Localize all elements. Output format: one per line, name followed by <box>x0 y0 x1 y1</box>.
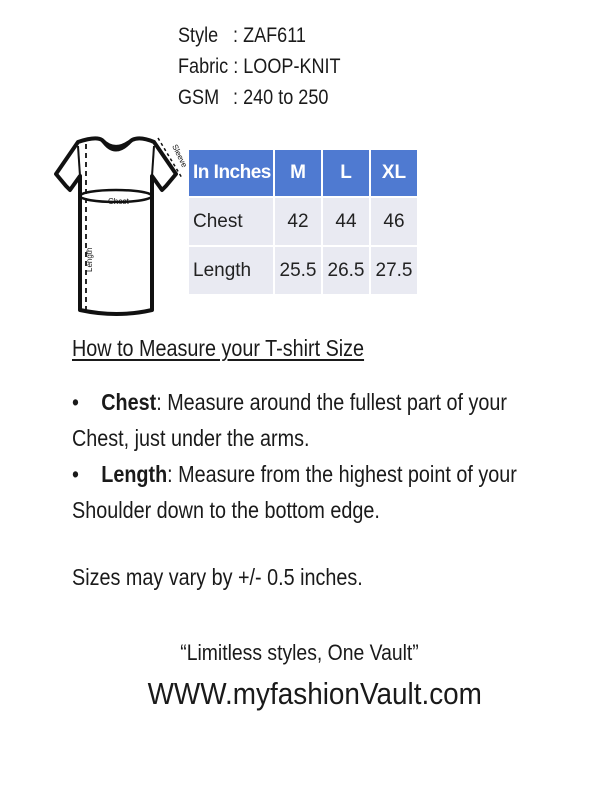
instruction-length-continued: Shoulder down to the bottom edge. <box>72 497 380 523</box>
tshirt-outline <box>56 138 176 314</box>
spec-fabric-value: LOOP-KNIT <box>243 55 341 78</box>
table-cell: Chest <box>189 198 273 245</box>
instruction-chest-continued: Chest, just under the arms. <box>72 425 310 451</box>
chest-label: Chest <box>108 197 129 206</box>
bullet-icon: • <box>72 461 79 487</box>
brand-slogan <box>0 640 600 666</box>
bullet-icon: • <box>72 389 79 415</box>
size-table-header-m: M <box>275 150 321 196</box>
spec-style-label: Style <box>178 24 219 47</box>
table-cell: Length <box>189 247 273 294</box>
spec-separator: : <box>228 55 244 78</box>
tshirt-measurement-diagram <box>40 124 190 334</box>
table-cell: 25.5 <box>275 247 321 294</box>
instruction-length <box>72 456 554 492</box>
table-cell: 42 <box>275 198 321 245</box>
spec-gsm-label: GSM <box>178 86 220 109</box>
spec-separator: : <box>233 86 244 109</box>
size-chart-table <box>187 148 419 296</box>
spec-gsm-value: 240 to 250 <box>243 86 329 109</box>
instruction-chest <box>72 384 554 420</box>
product-specs <box>178 20 341 113</box>
spec-separator: : <box>233 24 244 47</box>
instruction-length-term: Length <box>101 461 168 487</box>
instruction-chest-text: : Measure around the fullest part of your <box>156 389 507 415</box>
brand-slogan-text: “Limitless styles, One Vault” <box>180 640 420 665</box>
size-table-header-row <box>189 150 417 196</box>
table-cell: 44 <box>323 198 369 245</box>
length-label: Length <box>85 247 94 272</box>
instruction-length-text: : Measure from the highest point of your <box>167 461 517 487</box>
size-variance-note: Sizes may vary by +/- 0.5 inches. <box>72 564 363 590</box>
size-table-header-unit: In Inches <box>189 150 273 196</box>
size-table-header-xl: XL <box>371 150 417 196</box>
spec-fabric <box>178 51 341 82</box>
table-cell: 46 <box>371 198 417 245</box>
spec-style-value: ZAF611 <box>243 24 306 47</box>
table-row <box>189 247 417 294</box>
website-url-text: WWW.myfashionVault.com <box>147 676 483 711</box>
sleeve-label: Sleeve <box>170 142 190 169</box>
howto-heading: How to Measure your T-shirt Size <box>72 335 365 361</box>
table-row <box>189 198 417 245</box>
spec-style <box>178 20 341 51</box>
table-cell: 27.5 <box>371 247 417 294</box>
spec-gsm <box>178 82 341 113</box>
instruction-chest-term: Chest <box>101 389 157 415</box>
size-table-header-l: L <box>323 150 369 196</box>
table-cell: 26.5 <box>323 247 369 294</box>
website-url <box>0 676 600 712</box>
measure-instructions <box>72 384 554 528</box>
spec-fabric-label: Fabric <box>178 55 229 78</box>
